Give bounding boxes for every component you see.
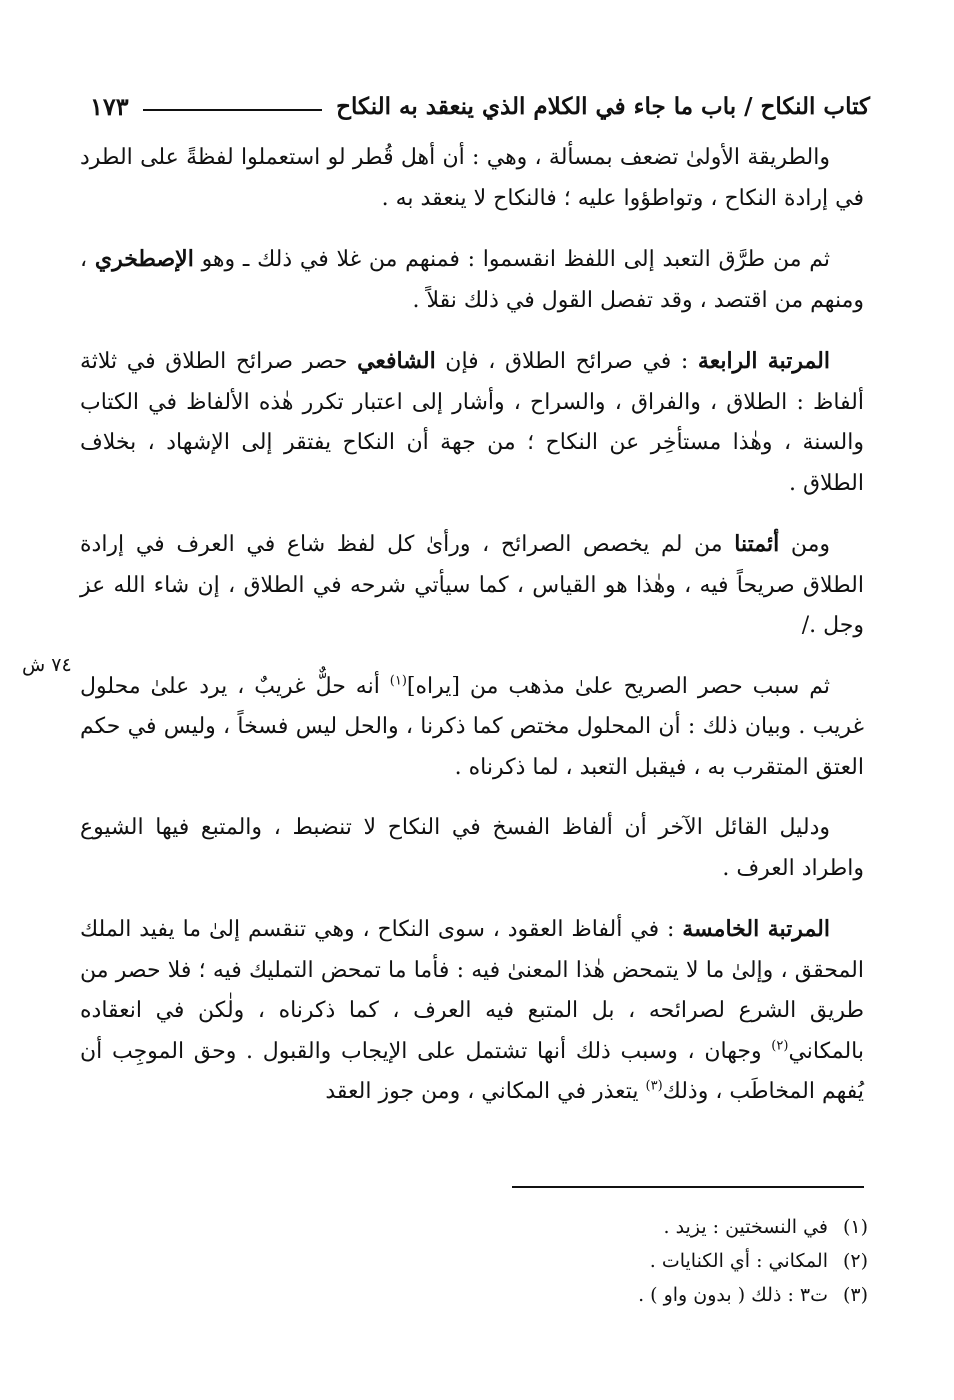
text-run: يتعذر في المكاني ، ومن جوز العقد (325, 1079, 646, 1104)
margin-folio-note: ٧٤ ش (22, 654, 72, 676)
footnote (300, 1244, 868, 1278)
footnote-ref: (٢) (771, 1038, 789, 1054)
page-number: ١٧٣ (90, 91, 129, 121)
footnote-ref: (١) (389, 673, 407, 689)
footnotes (300, 1210, 868, 1312)
header-title: كتاب النكاح / باب ما جاء في الكلام الذي ينعقد به النكاح (336, 92, 870, 120)
text-run: ثم سبب حصر الصريح علىٰ مذهب من [يراه] (406, 673, 830, 699)
footnote (300, 1278, 868, 1312)
footnote-number: (٣) (842, 1284, 868, 1306)
text-run: ثم من طرَّق التعبد إلى اللفظ انقسموا : فمنهم من غلا في ذلك ـ وهو (193, 247, 830, 272)
text-run: أنه حلٌّ غريبٌ ، يرد علىٰ محلول غريب . وبيان ذلك : أن المحلول مختص كما ذكرنا ، والحل ليس فسخاً ، وليس في حكم العتق المتقرب به ، فيقبل التعبد ، لما ذكرناه . (80, 673, 864, 780)
footnote-text: في النسختين : يزيد . (663, 1216, 828, 1238)
paragraph (80, 138, 864, 219)
paragraph (80, 667, 864, 789)
footnote-text: ت٣ : ذلك ( بدون واو ) . (638, 1284, 828, 1306)
text-run: ودليل القائل الآخر أن ألفاظ الفسخ في النكاح لا تنضبط ، والمتبع فيها الشيوع واطراد العرف . (80, 815, 864, 881)
bold-term: الإصطخري (94, 246, 194, 272)
text-run: : في ألفاظ العقود ، سوى النكاح ، وهي تنقسم إلىٰ ما يفيد الملك المحقق ، وإلىٰ ما لا يتمحض هٰذا المعنىٰ فيه : فأما ما تمحض التمليك فيه ؛ فلا حصر من طريق الشرع لصرائحه ، بل المتبع فيه العرف ، كما ذكرناه ، ولٰكن في انعقاده بالمكاني (80, 917, 865, 1064)
footnote-separator (512, 1186, 864, 1188)
text-run: حصر صرائح الطلاق في ثلاثة ألفاظ : الطلاق ، والفراق ، والسراح ، وأشار إلى اعتبار تكرر هٰذه الألفاظ في الكتاب والسنة ، وهٰذا مستأخِر عن النكاح ؛ من جهة أن النكاح يفتقر إلى الإشهاد ، بخلاف الطلاق . (80, 349, 864, 496)
paragraph (80, 808, 864, 889)
bold-term: أئمتنا (734, 531, 780, 557)
paragraph (80, 524, 864, 647)
header-rule (143, 109, 322, 111)
footnote-number: (١) (842, 1216, 868, 1238)
footnote-ref: (٣) (645, 1078, 663, 1094)
text-run: من لم يخصص الصرائح ، ورأىٰ كل لفظ شاع في العرف في إرادة الطلاق صريحاً فيه ، وهٰذا هو القياس ، كما سيأتي شرحه في الطلاق ، إن شاء الله عز وجل ./ (80, 532, 864, 638)
running-header (90, 82, 870, 130)
footnote (300, 1210, 868, 1244)
paragraph (80, 909, 864, 1113)
body-text (80, 138, 864, 1133)
bold-term: المرتبة الخامسة (682, 916, 830, 942)
text-run: : في صرائح الطلاق ، فإن (435, 349, 698, 374)
paragraph (80, 239, 864, 321)
paragraph (80, 341, 864, 504)
text-run: ومن (779, 532, 830, 557)
footnote-text: المكاني : أي الكنايات . (649, 1250, 828, 1272)
bold-term: المرتبة الرابعة (697, 348, 830, 374)
text-run: وجهان ، وسبب ذلك أنها تشتمل على الإيجاب والقبول . وحق الموجِب أن يُفهم المخاطَب ، وذلك (80, 1038, 864, 1104)
footnote-number: (٢) (842, 1250, 868, 1272)
text-run: والطريقة الأولىٰ تضعف بمسألة ، وهي : أن أهل قُطر لو استعملوا لفظةً على الطرد في إرادة النكاح ، وتواطؤوا عليه ؛ فالنكاح لا ينعقد به . (80, 145, 864, 211)
bold-term: الشافعي (357, 348, 436, 374)
text-run: ، ومنهم من اقتصد ، وقد تفصل القول في ذلك نقلاً . (80, 247, 864, 313)
